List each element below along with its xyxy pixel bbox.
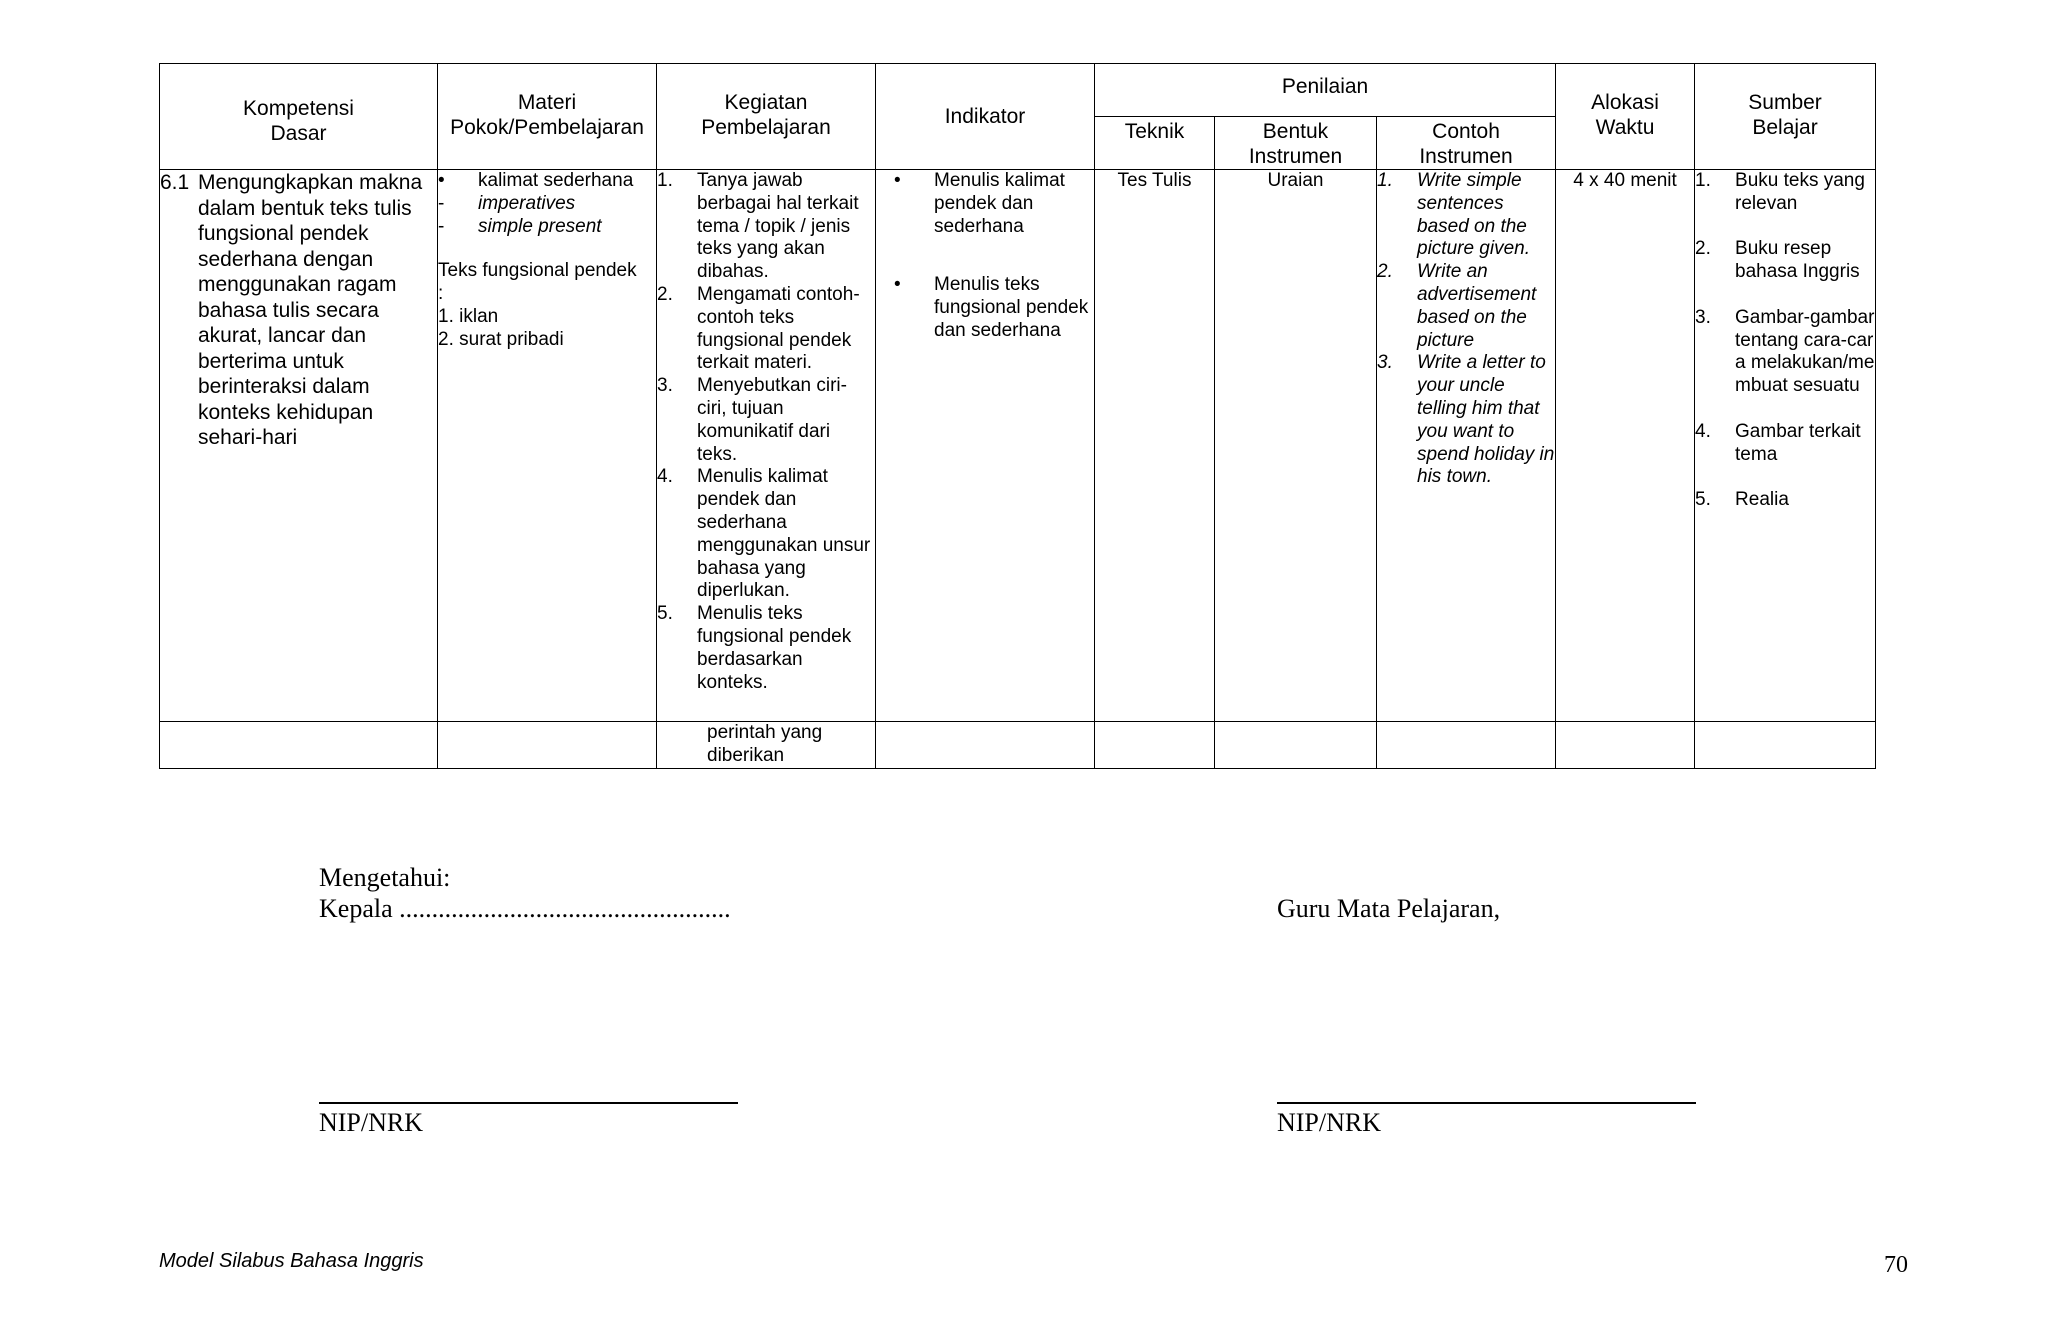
page-number: 70 [1884, 1252, 1908, 1278]
cell-teknik: Tes Tulis [1095, 170, 1215, 722]
table-row [160, 722, 1876, 769]
kepala-label: Kepala ................................................... [319, 894, 731, 923]
cell-alokasi: 4 x 40 menit [1556, 170, 1695, 722]
cell-kegiatan-continued: perintah yang diberikan [657, 722, 876, 769]
cell-kegiatan [657, 170, 876, 722]
header-kompetensi: Kompetensi Dasar [160, 64, 438, 170]
nip-left: NIP/NRK [319, 1108, 424, 1137]
list-item: 5. Realia [1695, 489, 1789, 511]
table-row [160, 170, 1876, 722]
materi-teks-label: Teks fungsional pendek [438, 260, 637, 282]
signature-line-left [319, 1102, 738, 1104]
signature-line-right [1277, 1102, 1696, 1104]
list-item: 5. Menulis teks fungsional pendek berdasarkan konteks. [657, 603, 852, 693]
list-item: • Menulis kalimat pendek dan sederhana [894, 170, 1065, 237]
header-kegiatan: Kegiatan Pembelajaran [657, 64, 876, 170]
list-item: 3. Menyebutkan ciri-ciri, tujuan komunikatif dari teks. [657, 375, 847, 465]
guru-label: Guru Mata Pelajaran, [1277, 894, 1501, 923]
list-item: 3. Gambar-gambar tentang cara-cara melakukan/membuat sesuatu [1695, 306, 1875, 397]
list-item: 1. Write simple sentences based on the picture given. [1377, 170, 1531, 260]
kd-text: Mengungkapkan makna dalam bentuk teks tulis fungsional pendek sederhana dengan menggunakan ragam bahasa tulis secara akurat, lancar dan berterima untuk berinteraksi dalam konteks kehidupan sehari-hari [198, 171, 423, 449]
header-penilaian: Penilaian [1095, 64, 1556, 117]
cell-bentuk: Uraian [1215, 170, 1377, 722]
header-bentuk: Bentuk Instrumen [1215, 117, 1377, 170]
materi-item: 1. iklan [438, 305, 499, 327]
header-materi: Materi Pokok/Pembelajaran [438, 64, 657, 170]
cell-sumber [1695, 170, 1876, 722]
cell-contoh [1377, 170, 1556, 722]
list-item: • Menulis teks fungsional pendek dan sederhana [894, 274, 1089, 341]
list-item: 1. Tanya jawab berbagai hal terkait tema / topik / jenis teks yang akan dibahas. [657, 170, 859, 283]
list-item: 2. Buku resep bahasa Inggris [1695, 238, 1860, 283]
header-contoh: Contoh Instrumen [1377, 117, 1556, 170]
list-item: 2. Mengamati contoh-contoh teks fungsional pendek terkait materi. [657, 283, 860, 374]
cell-materi: • kalimat sederhana - imperatives - simple present Teks fungsional pendek : 1. iklan 2. surat pribadi [438, 170, 657, 722]
list-item: 4. Gambar terkait tema [1695, 420, 1861, 465]
materi-item: 2. surat pribadi [438, 328, 564, 350]
syllabus-table [159, 63, 1876, 769]
list-item: 1. Buku teks yang relevan [1695, 170, 1865, 214]
cell-kompetensi [160, 170, 438, 722]
list-item: 3. Write a letter to your uncle telling him that you want to spend holiday in his town. [1377, 352, 1555, 488]
list-item: 2. Write an advertisement based on the picture [1377, 261, 1537, 351]
header-teknik: Teknik [1095, 117, 1215, 170]
bullet-icon: • [438, 170, 445, 191]
header-sumber: Sumber Belajar [1695, 64, 1876, 170]
header-indikator: Indikator [876, 64, 1095, 170]
footer-title: Model Silabus Bahasa Inggris [159, 1250, 424, 1272]
nip-right: NIP/NRK [1277, 1108, 1382, 1137]
mengetahui-label: Mengetahui: [319, 863, 451, 892]
kd-number: 6.1 [160, 171, 190, 194]
cell-indikator [876, 170, 1095, 722]
list-item: 4. Menulis kalimat pendek dan sederhana menggunakan unsur bahasa yang diperlukan. [657, 466, 871, 602]
header-alokasi: Alokasi Waktu [1556, 64, 1695, 170]
